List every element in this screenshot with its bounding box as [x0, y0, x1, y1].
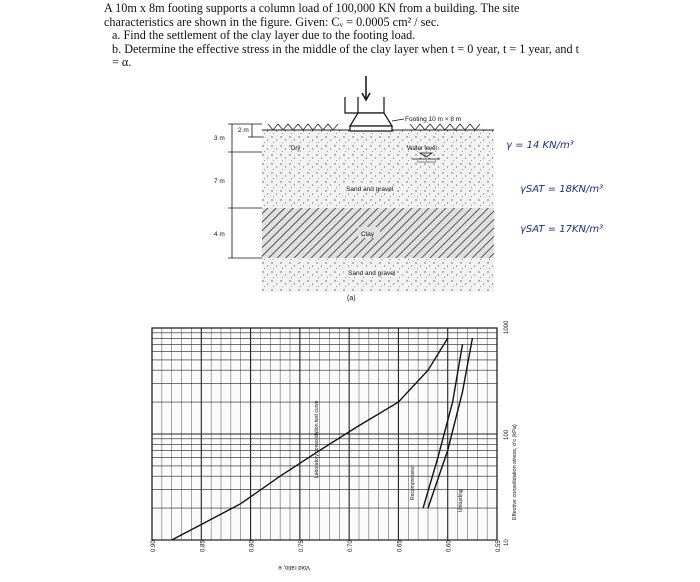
- dimension-lines: [228, 124, 262, 258]
- lab-curve-label: Laboratory consolidation test curve: [314, 400, 320, 478]
- x-tick-label: 0.70: [348, 540, 355, 552]
- x-tick-label: 0.85: [200, 540, 207, 552]
- footing-pad: [350, 113, 392, 126]
- chart-y-ticks: [504, 320, 510, 546]
- chart-grid: [152, 328, 497, 540]
- clay-label: Clay: [361, 231, 375, 238]
- footing-label-leader: [392, 119, 404, 121]
- x-tick-label: 0.60: [446, 540, 453, 552]
- depth-2m-label: 2 m: [238, 127, 249, 134]
- water-level-label: Water level: [407, 146, 437, 152]
- x-tick-label: 0.90: [151, 540, 157, 552]
- x-tick-label: 0.75: [298, 540, 305, 552]
- depth-7m-label: 7 m: [214, 178, 225, 185]
- problem-part-b-line1: b. Determine the effective stress in the middle of the clay layer when t = 0 year, t = 1 year, and t: [112, 41, 580, 56]
- footing: [345, 76, 392, 131]
- column-outline-right: [358, 97, 384, 113]
- chart-x-ticks: [151, 540, 502, 552]
- x-tick-label: 0.65: [397, 540, 404, 552]
- dry-label: Dry: [291, 146, 301, 152]
- depth-4m-label: 4 m: [214, 231, 225, 238]
- column-outline: [345, 97, 358, 113]
- footing-label: Footing 10 m × 8 m: [405, 116, 462, 123]
- depth-3m-label: 3 m: [214, 135, 225, 142]
- y-tick-label: 10: [504, 539, 510, 546]
- soil-profile: [214, 76, 603, 302]
- footing-base: [350, 126, 392, 131]
- y-tick-label: 100: [504, 429, 510, 440]
- problem-intro-line1: A 10m x 8m footing supports a column load of 100,000 KN from a building. The site: [104, 1, 520, 15]
- note-gamma-sat-sand: γSAT = 18KN/m³: [520, 184, 604, 195]
- unloading-label: Unloading: [458, 489, 464, 512]
- chart-y-axis-label: Effective consolidation stress, σ'c (kPa): [512, 424, 518, 520]
- x-tick-label: 0.80: [249, 540, 256, 552]
- sand-gravel-upper-label: Sand and gravel: [346, 186, 394, 193]
- chart-x-axis-label: Void ratio, e: [278, 564, 310, 570]
- problem-part-b-line2: = α.: [112, 55, 132, 70]
- y-tick-label: 1000: [504, 320, 510, 334]
- figure-caption: (a): [347, 295, 356, 302]
- consolidation-chart: [151, 320, 518, 570]
- ground-hatch-right: [410, 124, 480, 130]
- problem-intro-line2: characteristics are shown in the figure. Given: Cᵥ = 0.0005 cm² / sec.: [104, 14, 440, 29]
- upper-sand-layer: [262, 152, 494, 208]
- sand-gravel-lower-label: Sand and gravel: [348, 270, 396, 277]
- recompression-label: Recompression: [410, 465, 416, 500]
- problem-part-a: a. Find the settlement of the clay layer due to the footing load.: [112, 28, 416, 43]
- ground-hatch-left: [268, 124, 338, 130]
- x-tick-label: 0.55: [496, 540, 502, 552]
- note-gamma-sat-clay: γSAT = 17KN/m³: [520, 224, 604, 235]
- note-gamma: γ = 14 KN/m³: [506, 140, 574, 151]
